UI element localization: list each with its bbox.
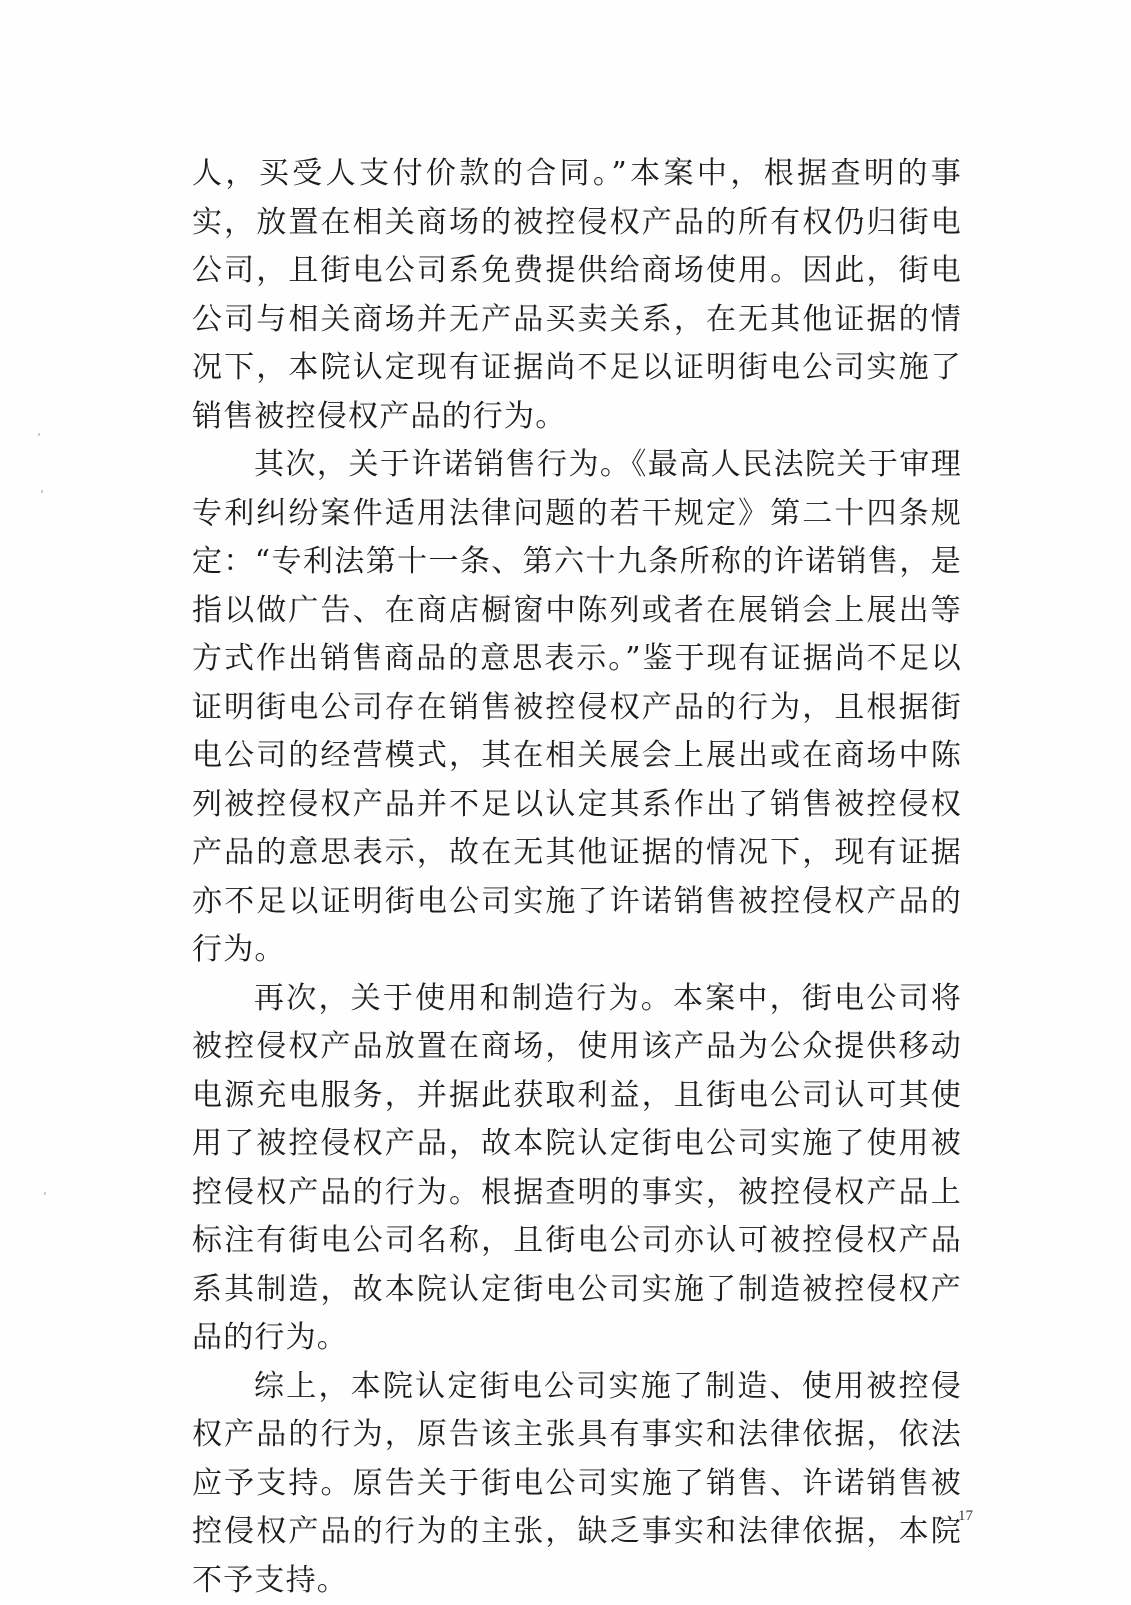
- document-body: [192, 150, 962, 1605]
- paragraph-conclusion: 综上，本院认定街电公司实施了制造、使用被控侵权产品的行为，原告该主张具有事实和法律依据，依法应予支持。原告关于街电公司实施了销售、许诺销售被控侵权产品的行为的主张，缺乏事实和法律依据，本院不予支持。: [192, 1363, 962, 1605]
- scan-speck: [41, 490, 43, 493]
- scan-speck: [44, 1192, 46, 1195]
- scan-speck: [38, 433, 40, 436]
- paragraph-continuation: 人，买受人支付价款的合同。”本案中，根据查明的事实，放置在相关商场的被控侵权产品的所有权仍归街电公司，且街电公司系免费提供给商场使用。因此，街电公司与相关商场并无产品买卖关系，在无其他证据的情况下，本院认定现有证据尚不足以证明街电公司实施了销售被控侵权产品的行为。: [192, 150, 962, 441]
- paragraph-use-and-manufacture: 再次，关于使用和制造行为。本案中，街电公司将被控侵权产品放置在商场，使用该产品为公众提供移动电源充电服务，并据此获取利益，且街电公司认可其使用了被控侵权产品，故本院认定街电公司实施了使用被控侵权产品的行为。根据查明的事实，被控侵权产品上标注有街电公司名称，且街电公司亦认可被控侵权产品系其制造，故本院认定街电公司实施了制造被控侵权产品的行为。: [192, 975, 962, 1363]
- paragraph-offer-to-sell: 其次，关于许诺销售行为。《最高人民法院关于审理专利纠纷案件适用法律问题的若干规定》第二十四条规定：“专利法第十一条、第六十九条所称的许诺销售，是指以做广告、在商店橱窗中陈列或者在展销会上展出等方式作出销售商品的意思表示。”鉴于现有证据尚不足以证明街电公司存在销售被控侵权产品的行为，且根据街电公司的经营模式，其在相关展会上展出或在商场中陈列被控侵权产品并不足以认定其系作出了销售被控侵权产品的意思表示，故在无其他证据的情况下，现有证据亦不足以证明街电公司实施了许诺销售被控侵权产品的行为。: [192, 441, 962, 975]
- page-number: 17: [958, 1508, 973, 1525]
